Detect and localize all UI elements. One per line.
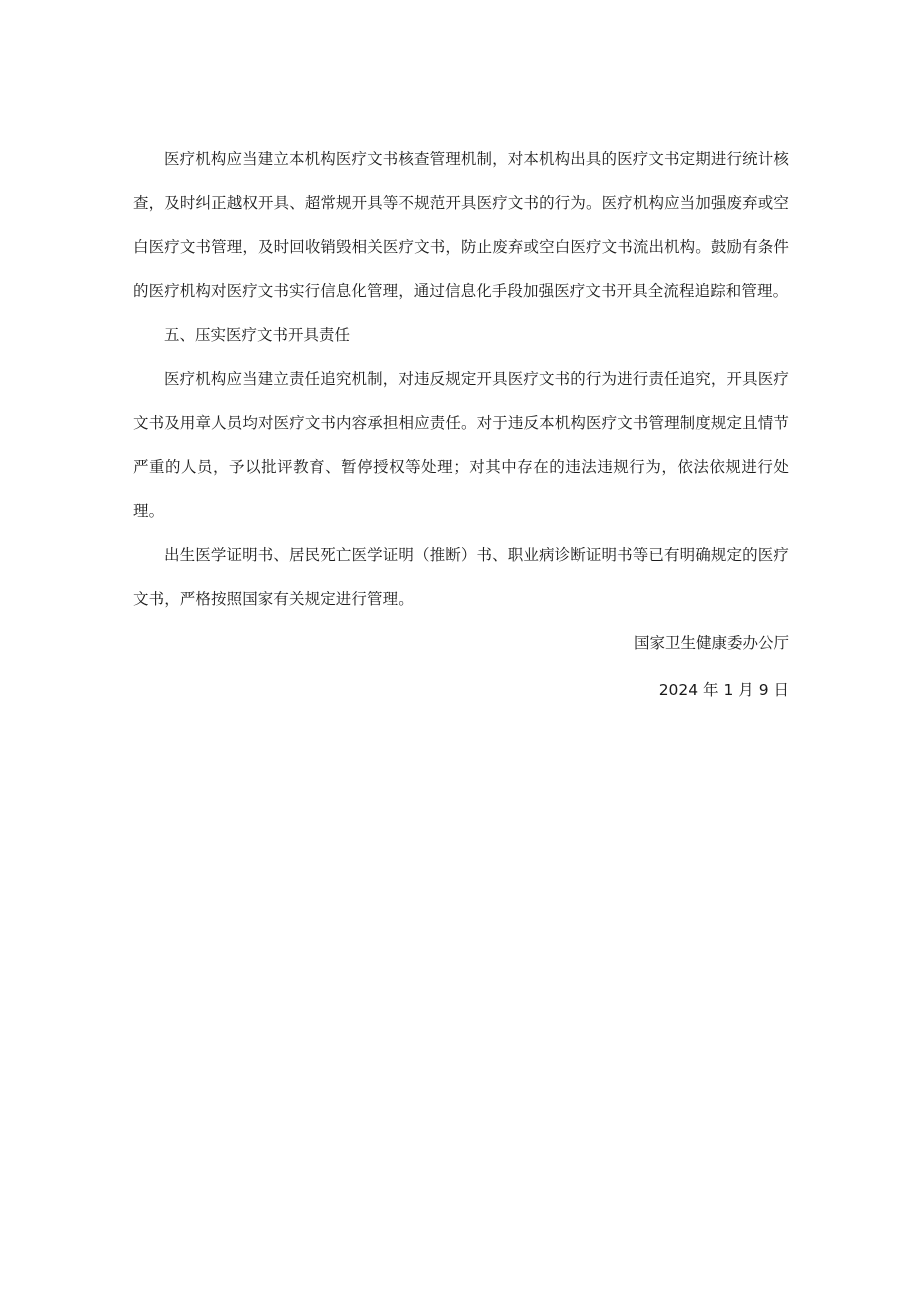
section-heading-responsibility: 五、压实医疗文书开具责任 xyxy=(164,326,351,344)
issuer-signature: 国家卫生健康委办公厅 xyxy=(633,634,789,652)
paragraph-certificates: 出生医学证明书、居民死亡医学证明（推断）书、职业病诊断证明书等已有明确规定的医疗文书，严格按照国家有关规定进行管理。 xyxy=(133,546,789,608)
issue-date: 2024 年 1 月 9 日 xyxy=(658,681,789,699)
paragraph-accountability: 医疗机构应当建立责任追究机制，对违反规定开具医疗文书的行为进行责任追究，开具医疗文书及用章人员均对医疗文书内容承担相应责任。对于违反本机构医疗文书管理制度规定且情节严重的人员，予以批评教育、暂停授权等处理；对其中存在的违法违规行为，依法依规进行处理。 xyxy=(133,370,789,520)
document-body xyxy=(133,137,789,712)
paragraph-record-management: 医疗机构应当建立本机构医疗文书核查管理机制，对本机构出具的医疗文书定期进行统计核查，及时纠正越权开具、超常规开具等不规范开具医疗文书的行为。医疗机构应当加强废弃或空白医疗文书管理，及时回收销毁相关医疗文书，防止废弃或空白医疗文书流出机构。鼓励有条件的医疗机构对医疗文书实行信息化管理，通过信息化手段加强医疗文书开具全流程追踪和管理。 xyxy=(133,150,789,300)
